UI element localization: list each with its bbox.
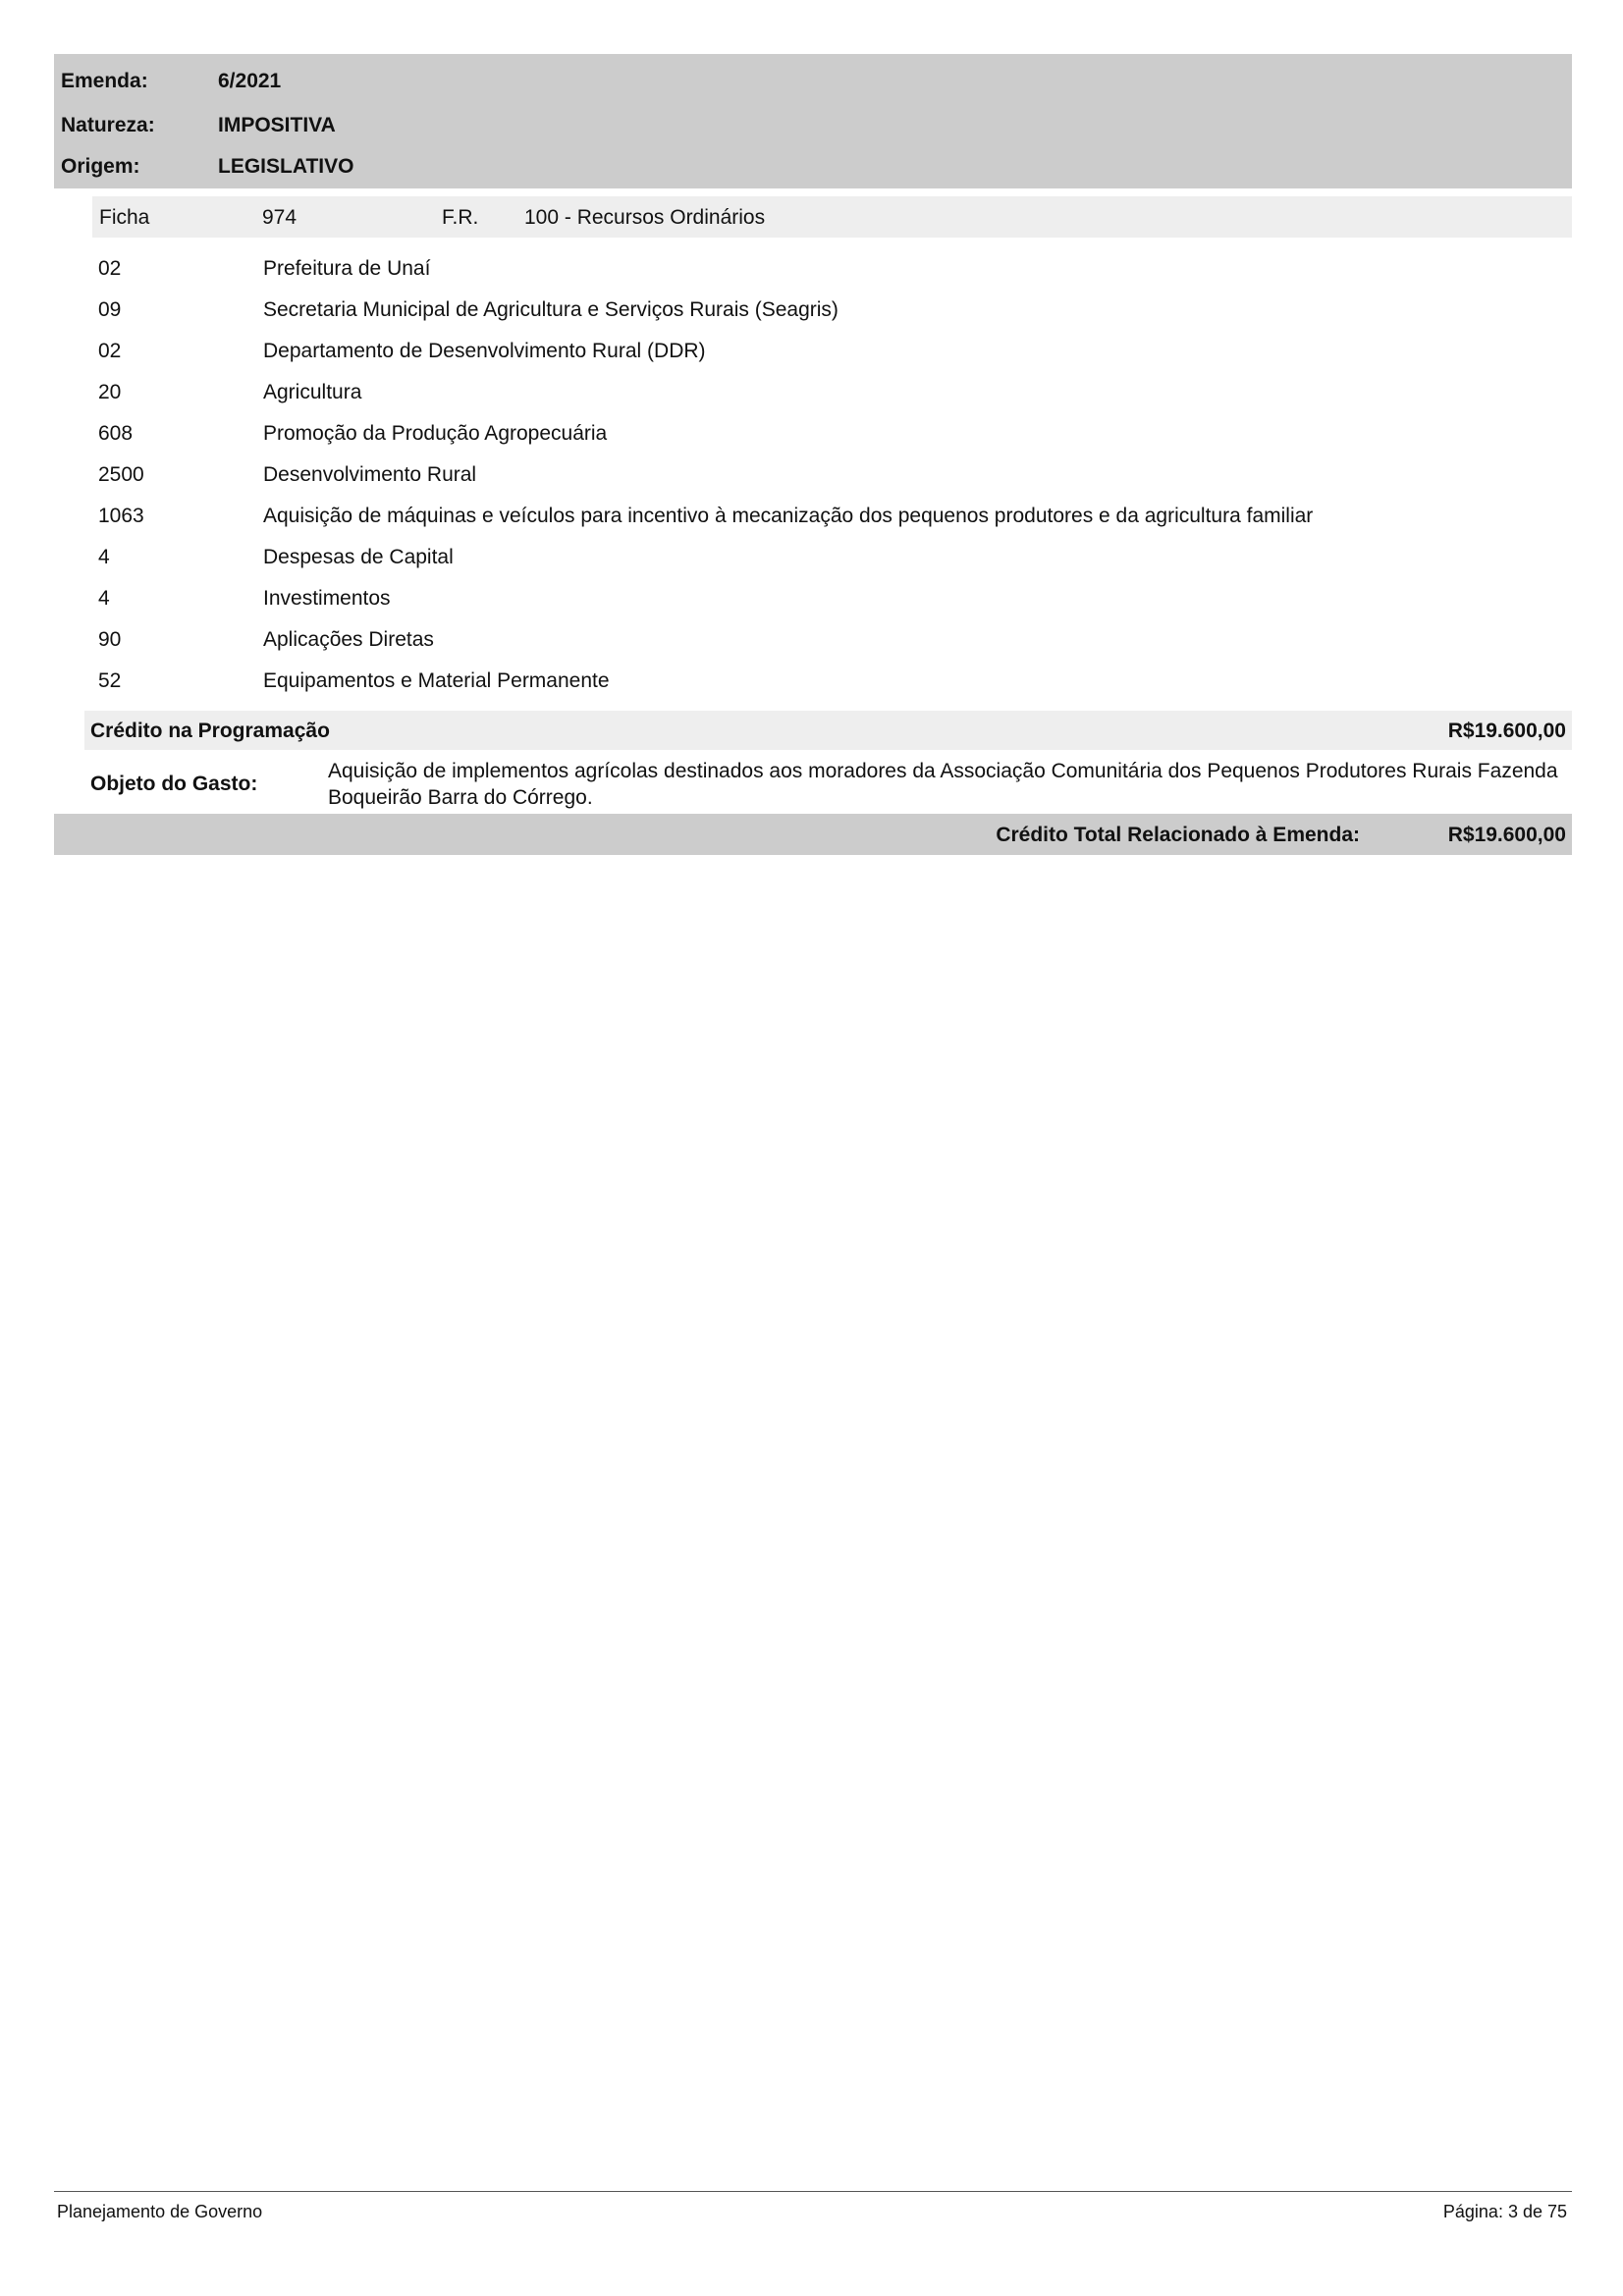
classificacao-row <box>98 378 361 407</box>
classificacao-row <box>98 667 610 696</box>
natureza-row <box>61 111 336 140</box>
emenda-value: 6/2021 <box>218 70 282 92</box>
credito-total-label: Crédito Total Relacionado à Emenda: <box>996 824 1360 846</box>
emenda-header <box>54 54 1572 188</box>
classificacao-desc: Secretaria Municipal de Agricultura e Serviços Rurais (Seagris) <box>263 298 839 321</box>
page-number: Página: 3 de 75 <box>1442 2202 1567 2221</box>
credito-programacao-row <box>84 711 1572 750</box>
classificacao-desc: Aplicações Diretas <box>263 628 434 651</box>
objeto-gasto-label: Objeto do Gasto: <box>90 773 258 795</box>
classificacao-row <box>98 337 706 366</box>
credito-programacao-label: Crédito na Programação <box>90 720 330 742</box>
objeto-gasto-row <box>84 756 1572 813</box>
ficha-row <box>92 196 1572 238</box>
emenda-label: Emenda: <box>61 70 148 92</box>
classificacao-desc: Agricultura <box>263 381 362 403</box>
classificacao-row <box>98 543 454 572</box>
origem-row <box>61 152 353 182</box>
classificacao-code: 2500 <box>98 463 144 486</box>
classificacao-desc: Desenvolvimento Rural <box>263 463 477 486</box>
classificacao-row <box>98 254 430 284</box>
classificacao-code: 4 <box>98 587 110 610</box>
credito-total-value: R$19.600,00 <box>1447 824 1566 846</box>
classificacao-code: 1063 <box>98 505 144 527</box>
classificacao-desc: Promoção da Produção Agropecuária <box>263 422 608 445</box>
credito-programacao-value: R$19.600,00 <box>1447 720 1566 742</box>
natureza-label: Natureza: <box>61 114 155 136</box>
classificacao-desc: Despesas de Capital <box>263 546 454 568</box>
classificacao-row <box>98 295 839 325</box>
classificacao-code: 4 <box>98 546 110 568</box>
classificacao-row <box>98 502 1313 531</box>
footer-department: Planejamento de Governo <box>57 2202 263 2221</box>
classificacao-row <box>98 584 391 614</box>
classificacao-desc: Departamento de Desenvolvimento Rural (DDR) <box>263 340 706 362</box>
fr-value: 100 - Recursos Ordinários <box>524 206 766 229</box>
classificacao-code: 02 <box>98 340 122 362</box>
classificacao-code: 20 <box>98 381 122 403</box>
emenda-row <box>61 67 281 96</box>
classificacao-code: 09 <box>98 298 122 321</box>
classificacao-row <box>98 625 434 655</box>
classificacao-desc: Investimentos <box>263 587 391 610</box>
origem-value: LEGISLATIVO <box>218 155 354 178</box>
credito-total-row <box>54 814 1572 855</box>
objeto-gasto-text: Aquisição de implementos agrícolas destinados aos moradores da Associação Comunitária dos Pequenos Produtores Rurais Fazenda Boqueirão Barra do Córrego. <box>328 760 1558 809</box>
ficha-number: 974 <box>262 206 298 229</box>
origem-label: Origem: <box>61 155 140 178</box>
ficha-label: Ficha <box>99 206 150 229</box>
classificacao-code: 90 <box>98 628 122 651</box>
classificacao-desc: Equipamentos e Material Permanente <box>263 669 610 692</box>
natureza-value: IMPOSITIVA <box>218 114 336 136</box>
classificacao-desc: Prefeitura de Unaí <box>263 257 431 280</box>
classificacao-row <box>98 460 476 490</box>
classificacao-code: 608 <box>98 422 134 445</box>
classificacao-row <box>98 419 607 449</box>
classificacao-code: 52 <box>98 669 122 692</box>
classificacao-code: 02 <box>98 257 122 280</box>
fr-label: F.R. <box>442 206 479 229</box>
footer-divider <box>54 2191 1572 2192</box>
classificacao-desc: Aquisição de máquinas e veículos para incentivo à mecanização dos pequenos produtores e da agricultura familiar <box>263 505 1314 527</box>
